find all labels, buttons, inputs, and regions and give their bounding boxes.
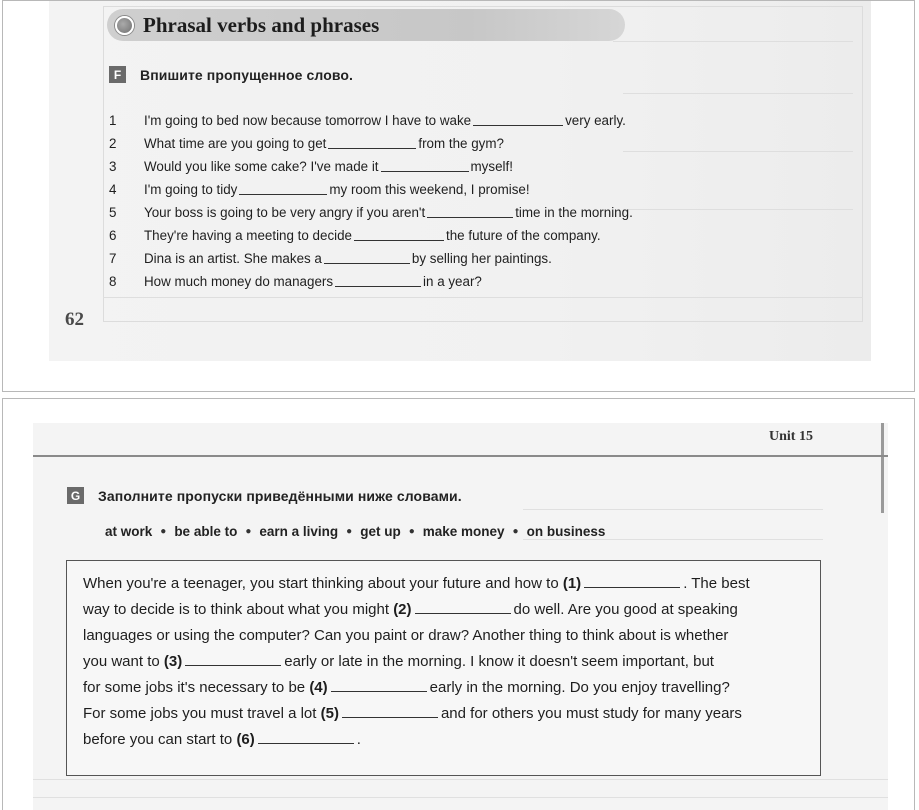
gap-blank[interactable] [584, 576, 680, 588]
exercise-instruction: Впишите пропущенное слово. [140, 66, 354, 83]
sentence-text-before: What time are you going to get [144, 136, 327, 151]
sentence-number: 3 [109, 159, 117, 174]
bullet-dot-icon: ● [160, 526, 167, 537]
page-number: 62 [65, 309, 84, 330]
sentence-number: 2 [109, 136, 117, 151]
bleed-through-line [103, 297, 863, 298]
textbook-page-unit-15 [2, 398, 915, 810]
sentence-text-after: time in the morning. [515, 205, 633, 220]
word-bank [105, 524, 605, 539]
word-bank-item: at work [105, 524, 153, 539]
gap-number: (3) [163, 653, 183, 670]
answer-blank[interactable] [324, 253, 410, 264]
bleed-through-line [623, 209, 853, 210]
passage-line [83, 649, 820, 675]
sentence-text-after: in a year? [423, 274, 482, 289]
sentence-item [109, 270, 633, 293]
gap-number: (1) [562, 575, 582, 592]
bullet-dot-icon: ● [346, 526, 353, 537]
answer-blank[interactable] [354, 230, 444, 241]
gap-blank[interactable] [415, 602, 511, 614]
sentence-number: 6 [109, 228, 117, 243]
bleed-through-line [613, 41, 853, 42]
sentence-item [109, 224, 633, 247]
passage-text: do well. Are you good at speaking [513, 601, 738, 618]
sentence-text-before: Dina is an artist. She makes a [144, 251, 322, 266]
gap-blank[interactable] [185, 654, 281, 666]
answer-blank[interactable] [427, 207, 513, 218]
exercise-instruction: Заполните пропуски приведёнными ниже словами. [98, 487, 462, 504]
passage-text: For some jobs you must travel a lot [83, 705, 317, 722]
bullet-dot-icon: ● [512, 526, 519, 537]
bleed-through-line [623, 93, 853, 94]
passage-text: languages or using the computer? Can you paint or draw? Another thing to think about is whether [83, 627, 729, 644]
bullet-dot-icon: ● [408, 526, 415, 537]
answer-blank[interactable] [473, 115, 563, 126]
sentence-item [109, 247, 633, 270]
page-edge-bar [881, 423, 884, 513]
passage-text: for some jobs it's necessary to be [83, 679, 306, 696]
bleed-through-line [523, 539, 823, 540]
bleed-through-line [623, 151, 853, 152]
passage-text: before you can start to [83, 731, 233, 748]
gap-number: (5) [320, 705, 339, 722]
sentence-text-before: I'm going to tidy [144, 182, 238, 197]
word-bank-item: on business [526, 524, 606, 539]
passage-box [66, 560, 821, 776]
sentence-number: 5 [109, 205, 117, 220]
sentence-number: 8 [109, 274, 117, 289]
bullet-dot-icon: ● [245, 526, 252, 537]
sentence-text-after: very early. [565, 113, 626, 128]
sentence-item [109, 109, 633, 132]
gap-blank[interactable] [331, 680, 427, 692]
exercise-header [109, 66, 353, 83]
answer-blank[interactable] [328, 138, 416, 149]
gap-blank[interactable] [258, 732, 354, 744]
exercise-header [67, 487, 462, 504]
sentence-text-before: Would you like some cake? I've made it [144, 159, 379, 174]
passage-text: . The best [683, 575, 750, 592]
bleed-through-line [33, 797, 888, 798]
passage-text: way to decide is to think about what you might [83, 601, 390, 618]
gap-number: (6) [236, 731, 255, 748]
textbook-page-62 [2, 0, 915, 392]
section-title: Phrasal verbs and phrases [143, 12, 380, 37]
section-banner [107, 9, 625, 41]
sentence-number: 7 [109, 251, 117, 266]
bleed-through-line [523, 509, 823, 510]
sentence-text-before: Your boss is going to be very angry if you aren't [144, 205, 426, 220]
exercise-letter-badge: G [67, 487, 84, 504]
passage-line [83, 701, 820, 727]
bullet-circle-icon [115, 16, 134, 35]
answer-blank[interactable] [381, 161, 469, 172]
passage-line [83, 727, 820, 753]
sentence-text-before: I'm going to bed now because tomorrow I have to wake [144, 113, 472, 128]
sentence-text-before: They're having a meeting to decide [144, 228, 353, 243]
passage-line [83, 623, 820, 649]
passage-line [83, 597, 820, 623]
word-bank-item: earn a living [259, 524, 339, 539]
sentence-text-after: myself! [470, 159, 513, 174]
bleed-through-line [33, 779, 888, 780]
passage-text: early or late in the morning. I know it doesn't seem important, but [284, 653, 714, 670]
answer-blank[interactable] [335, 276, 421, 287]
sentence-number: 4 [109, 182, 117, 197]
answer-blank[interactable] [239, 184, 327, 195]
word-bank-item: get up [360, 524, 401, 539]
header-rule [33, 455, 888, 457]
passage-line [83, 571, 820, 597]
passage-text: . [356, 731, 361, 748]
passage-text: early in the morning. Do you enjoy travelling? [429, 679, 730, 696]
sentence-number: 1 [109, 113, 117, 128]
sentence-item [109, 132, 633, 155]
sentence-text-after: from the gym? [418, 136, 504, 151]
sentence-text-after: by selling her paintings. [411, 251, 552, 266]
passage-text: you want to [83, 653, 160, 670]
sentence-item [109, 178, 633, 201]
sentence-item [109, 155, 633, 178]
sentence-text-before: How much money do managers [144, 274, 334, 289]
exercise-letter-badge: F [109, 66, 126, 83]
unit-label: Unit 15 [769, 429, 813, 444]
word-bank-item: make money [422, 524, 505, 539]
gap-number: (2) [393, 601, 412, 618]
passage-text: and for others you must study for many years [440, 705, 742, 722]
gap-number: (4) [309, 679, 328, 696]
sentence-list [109, 109, 633, 293]
word-bank-item: be able to [174, 524, 238, 539]
gap-blank[interactable] [342, 706, 438, 718]
sentence-item [109, 201, 633, 224]
sentence-text-after: my room this weekend, I promise! [329, 182, 530, 197]
sentence-text-after: the future of the company. [446, 228, 601, 243]
passage-line [83, 675, 820, 701]
passage-text: When you're a teenager, you start thinking about your future and how to [83, 575, 559, 592]
